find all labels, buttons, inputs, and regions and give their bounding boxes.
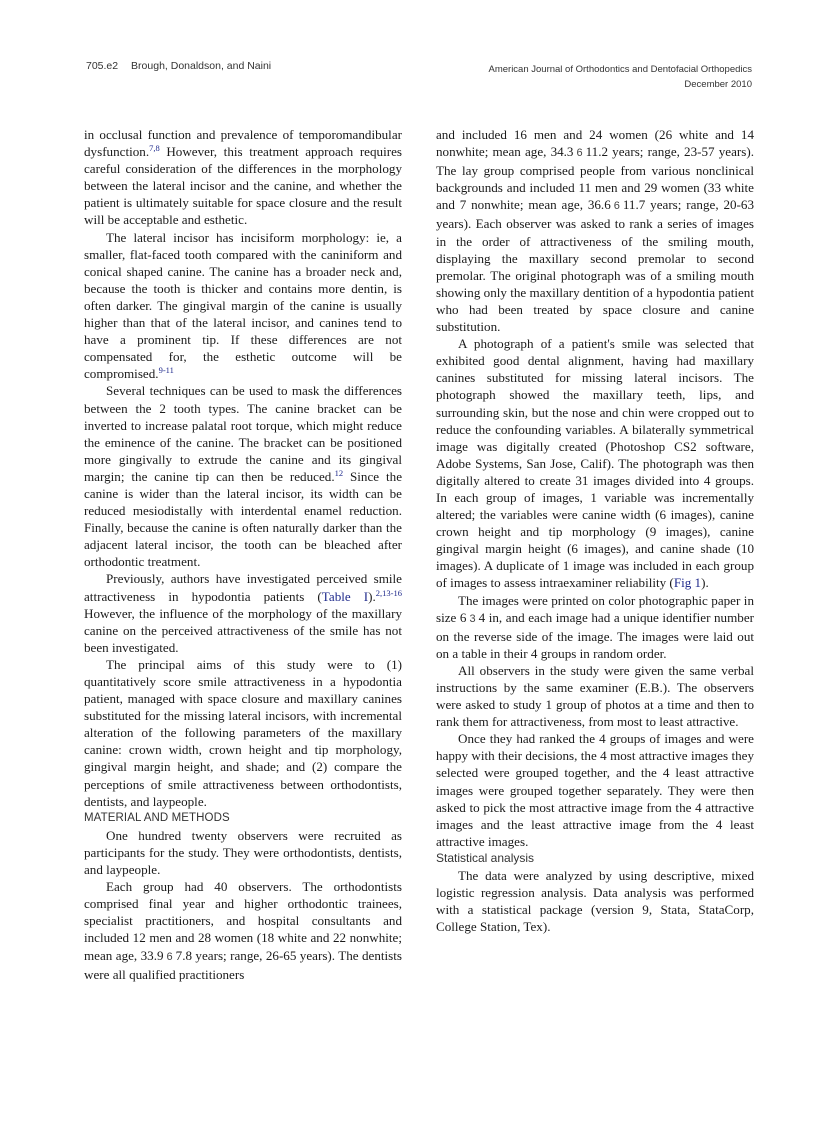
text: and included 16 men and 24 women (26 white and 14 nonwhite; mean age, 34.3 xyxy=(436,127,754,160)
issue-date: December 2010 xyxy=(684,79,752,90)
citation-ref[interactable]: 9-11 xyxy=(158,365,174,376)
paragraph: One hundred twenty observers were recruited as participants for the study. They were orthodontists, dentists, and laypeople. xyxy=(84,827,402,878)
journal-title: American Journal of Orthodontics and Dentofacial Orthopedics xyxy=(488,64,752,75)
paragraph xyxy=(436,335,754,591)
section-heading: MATERIAL AND METHODS xyxy=(84,811,230,824)
plus-minus-symbol: 6 xyxy=(576,147,583,160)
plus-minus-symbol: 6 xyxy=(613,200,620,213)
text: The images were printed on color photographic paper in size 6 xyxy=(436,592,754,625)
text: A photograph of a patient's smile was selected that exhibited good dental alignment, having had maxillary canines substituted for missing lateral incisors. The photograph showed the maxillary teeth, lips, and surrounding skin, but the nose and chin were cropped out to reduce the confounding variables. A bilaterally symmetrical image was digitally created (Photoshop CS2 software, Adobe Systems, San Jose, Calif). The photograph was then digitally altered to create 31 images divided into 4 groups. In each group of images, 1 variable was incrementally altered; the variables were canine width (6 images), canine crown height and tip morphology (9 images), canine gingival margin height (6 images), and canine shade (10 images). A duplicate of 1 image was included in each group of images to assess intraexaminer reliability ( xyxy=(436,336,754,591)
table-link[interactable]: Table I xyxy=(321,588,369,604)
text: ). xyxy=(701,575,709,591)
right-column xyxy=(436,126,754,935)
text: However, this treatment approach requires careful consideration of the differences in the morphology between the lateral incisor and the canine, and whether the patient is ultimately suitable for space closure and the result will be acceptable and esthetic. xyxy=(84,144,402,228)
text: Previously, authors have investigated perceived smile attractiveness in hypodontia patients ( xyxy=(84,571,402,604)
subsection-heading: Statistical analysis xyxy=(436,850,535,865)
paragraph: The data were analyzed by using descriptive, mixed logistic regression analysis. Data analysis was performed with a statistical package (version 9, Stata, StataCorp, College Station, Tex). xyxy=(436,868,754,935)
text: 11.7 years; range, 20-63 years). Each observer was asked to rank a series of images in the order of attractiveness of the smiling mouth, displaying the maxillary second premolar to second premolar. The original photograph was of a smiling mouth showing only the maxillary dentition of a hypodontia patient who had been treated by space closure and canine substitution. xyxy=(436,197,754,335)
text: Several techniques can be used to mask the differences between the 2 tooth types. The canine bracket can be inverted to increase palatal root torque, which might reduce the eminence of the canine. The bracket can be positioned more gingivally to extrude the canine and its gingival margin; the canine tip can then be reduced. xyxy=(84,383,402,484)
paragraph xyxy=(84,229,402,383)
times-symbol: 3 xyxy=(469,612,476,625)
paragraph: Once they had ranked the 4 groups of images and were happy with their decisions, the 4 most attractive images they selected were grouped together, and the 4 least attractive images were grouped together separately. They were then asked to pick the most attractive image from the 4 attractive images and the least attractive image from the 4 least attractive images. xyxy=(436,731,754,849)
citation-ref[interactable]: 12 xyxy=(334,467,344,478)
paragraph xyxy=(84,878,402,983)
citation-ref[interactable]: 2,13-16 xyxy=(375,587,402,598)
text: 4 in, and each image had a unique identifier number on the reverse side of the image. The images were laid out on a table in their 4 groups in random order. xyxy=(436,609,754,661)
text: 7.8 years; range, 26-65 years). The dentists were all qualified practitioners xyxy=(84,947,403,982)
page-number: 705.e2 xyxy=(86,60,119,72)
citation-ref[interactable]: 7,8 xyxy=(149,143,160,154)
paragraph xyxy=(84,382,402,570)
text: However, the influence of the morphology of the maxillary canine on the perceived attractiveness of the smile has not been investigated. xyxy=(84,605,402,655)
header-right xyxy=(489,62,753,92)
text: ). xyxy=(368,588,376,604)
paragraph xyxy=(436,126,754,335)
text: in occlusal function and prevalence of temporomandibular dysfunction. xyxy=(84,127,402,160)
text: Each group had 40 observers. The orthodontists comprised final year and higher orthodontic trainees, specialist practitioners, and hospital consultants and included 12 men and 28 women (18 white and 22 nonwhite; mean age, 33.9 xyxy=(84,879,402,963)
text: 11.2 years; range, 23-57 years). The lay group comprised people from various nonclinical backgrounds and included 11 men and 29 women (33 white and 7 nonwhite; mean age, 36.6 xyxy=(436,144,754,213)
paragraph xyxy=(84,126,402,229)
header-left xyxy=(86,60,271,72)
text: The lateral incisor has incisiform morphology: ie, a smaller, flat-faced tooth compared with the caniniform and conical shaped canine. The canine has a broader neck and, because the tooth is thicker and contains more dentin, is often darker. The gingival margin of the canine is usually higher than that of the lateral incisor, and canines tend to have a prominent tip. If these differences are not compensated for, the esthetic outcome will be compromised. xyxy=(84,229,402,382)
paragraph xyxy=(436,592,754,662)
paragraph: All observers in the study were given the same verbal instructions by the same examiner (E.B.). The observers were asked to study 1 group of photos at a time and then to rank them for attractiveness, from most to least attractive. xyxy=(436,662,754,730)
paragraph: The principal aims of this study were to (1) quantitatively score smile attractiveness in a hypodontia patient, managed with space closure and maxillary canines substituted for the missing lateral incisors, with incremental alteration of the following parameters of the maxillary canine: crown width, crown height and tip morphology, gingival margin height, and shade; and (2) compare the perceptions of smile attractiveness between orthodontists, dentists, and laypeople. xyxy=(84,656,402,809)
paragraph xyxy=(84,570,402,655)
author-list: Brough, Donaldson, and Naini xyxy=(131,60,272,72)
plus-minus-symbol: 6 xyxy=(166,950,173,963)
figure-link[interactable]: Fig 1 xyxy=(673,575,702,591)
running-header xyxy=(86,60,752,94)
left-column xyxy=(84,126,402,983)
text: Since the canine is wider than the lateral incisor, its width can be reduced mesiodistally with interdental enamel reduction. Finally, because the canine is often naturally darker than the adjacent lateral incisor, the tooth can be bleached after orthodontic treatment. xyxy=(84,468,403,570)
